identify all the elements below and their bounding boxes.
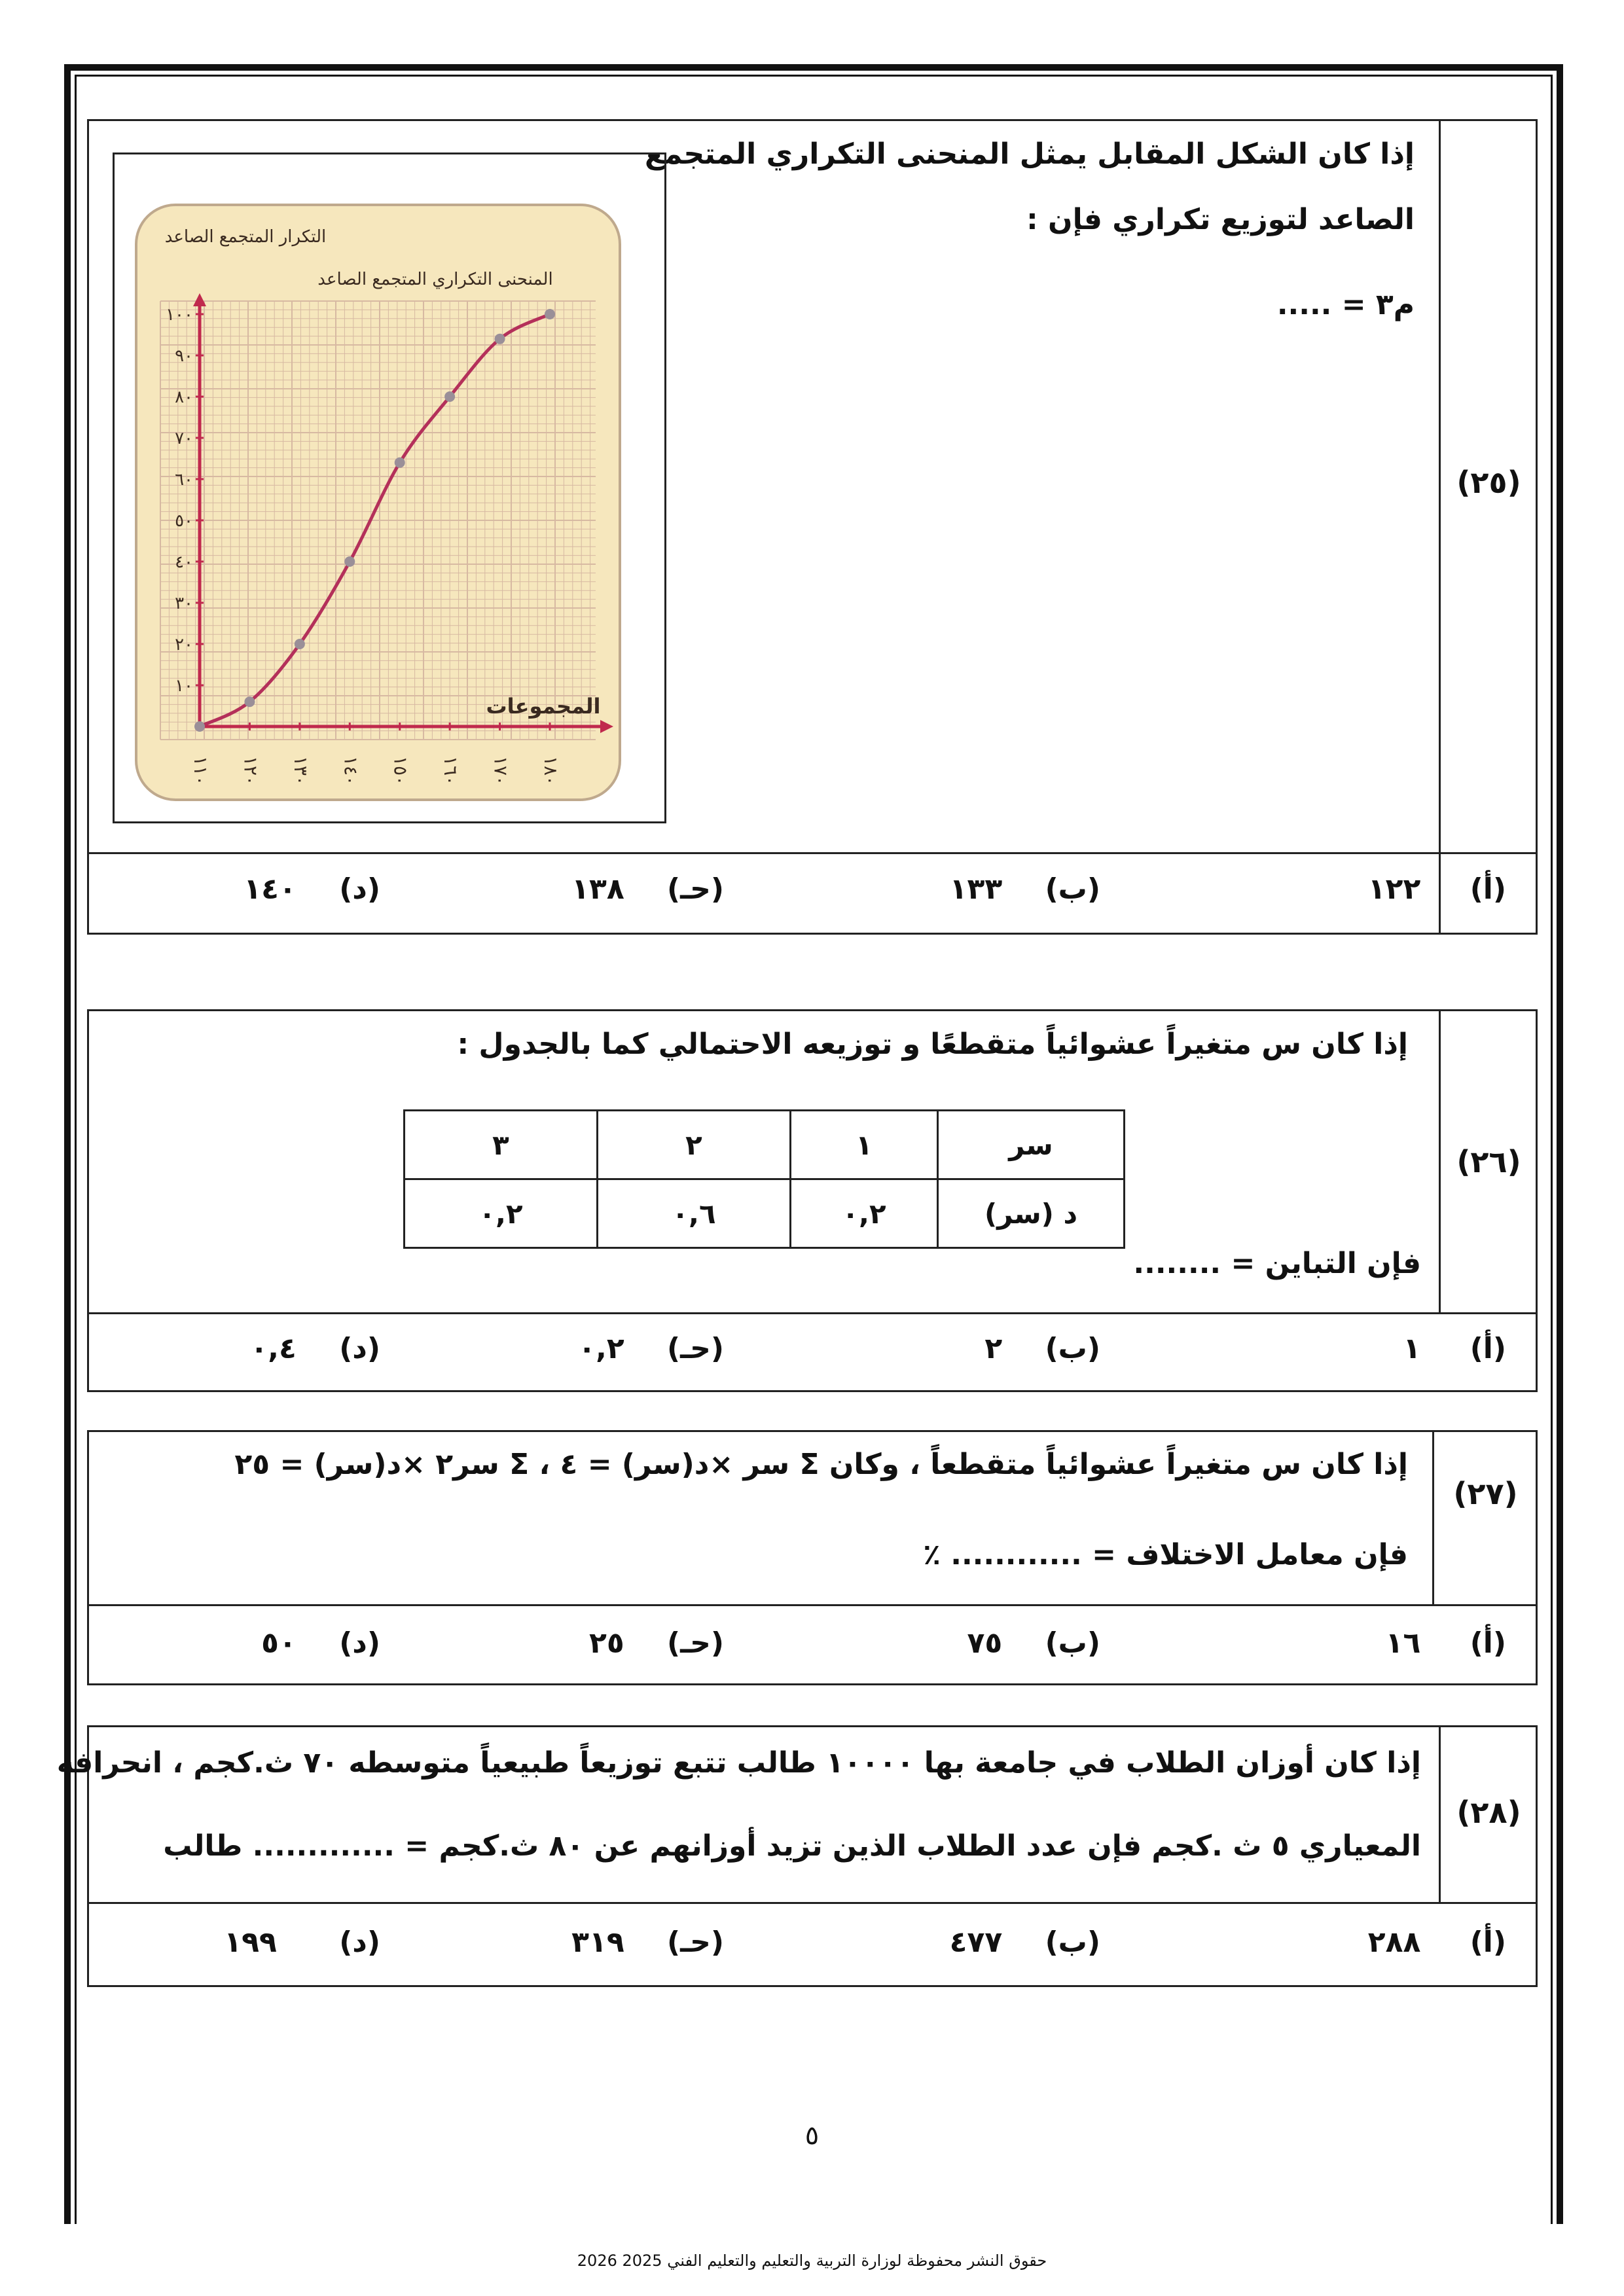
question-25-option-d[interactable] bbox=[244, 872, 380, 906]
x-tick-label: ١٨٠ bbox=[540, 756, 562, 786]
chart-curve-label: المنحنى التكراري المتجمع الصاعد bbox=[317, 270, 553, 289]
option-label: (حـ) bbox=[667, 872, 724, 906]
y-tick-label: ٩٠ bbox=[175, 346, 193, 366]
y-tick-label: ٨٠ bbox=[175, 387, 193, 407]
question-25-options-divider bbox=[87, 852, 1538, 854]
question-27-option-d[interactable] bbox=[261, 1626, 380, 1660]
question-27-option-c[interactable] bbox=[589, 1626, 724, 1660]
option-label: (أ) bbox=[1470, 1926, 1506, 1959]
question-26-option-c[interactable] bbox=[578, 1332, 724, 1365]
table-cell: ٠,٢ bbox=[405, 1179, 598, 1248]
table-cell: ١ bbox=[791, 1111, 938, 1179]
question-27-line-2: فإن معامل الاختلاف = ............ ٪ bbox=[923, 1538, 1408, 1571]
option-label: (حـ) bbox=[667, 1626, 724, 1660]
table-row bbox=[405, 1179, 1125, 1248]
question-25-line-3: م٣ = ..... bbox=[1276, 288, 1415, 321]
x-tick-label: ١٤٠ bbox=[340, 756, 362, 786]
x-tick-label: ١٦٠ bbox=[440, 756, 462, 786]
data-point bbox=[194, 721, 205, 732]
y-tick-label: ٥٠ bbox=[175, 511, 193, 531]
table-cell: ٣ bbox=[405, 1111, 598, 1179]
option-label: (ب) bbox=[1045, 872, 1100, 906]
table-cell: ٠,٢ bbox=[791, 1179, 938, 1248]
question-27-option-a[interactable] bbox=[1386, 1626, 1506, 1660]
option-value: ١٣٣ bbox=[949, 872, 1003, 906]
question-25-line-2: الصاعد لتوزيع تكراري فإن : bbox=[1026, 203, 1415, 236]
question-27-option-b[interactable] bbox=[967, 1626, 1100, 1660]
option-value: ٣١٩ bbox=[571, 1926, 624, 1959]
chart-y-axis-label: التكرار المتجمع الصاعد bbox=[164, 227, 327, 247]
data-point bbox=[545, 309, 555, 319]
option-label: (ب) bbox=[1045, 1926, 1100, 1959]
question-28-line-2: المعياري ٥ ث .كجم فإن عدد الطلاب الذين تزيد أوزانهم عن ٨٠ ث.كجم = ............. طالب bbox=[163, 1829, 1421, 1863]
option-value: ١٩٩ bbox=[224, 1926, 277, 1959]
y-tick-label: ٢٠ bbox=[175, 635, 193, 655]
page-number: ٥ bbox=[804, 2121, 820, 2151]
question-25-line-1: إذا كان الشكل المقابل يمثل المنحنى التكراري المتجمع bbox=[644, 137, 1415, 171]
option-value: ١٢٢ bbox=[1367, 872, 1421, 906]
copyright-notice: حقوق النشر محفوظة لوزارة التربية والتعليم والتعليم الفني 2025 2026 bbox=[577, 2251, 1047, 2270]
x-tick-label: ١٧٠ bbox=[490, 756, 512, 786]
option-label: (حـ) bbox=[667, 1332, 724, 1365]
data-point bbox=[344, 556, 355, 567]
table-cell: ٢ bbox=[598, 1111, 791, 1179]
option-label: (د) bbox=[339, 1926, 380, 1959]
chart-x-axis-label: المجموعات bbox=[486, 694, 601, 719]
table-cell: د (سر) bbox=[938, 1179, 1125, 1248]
option-value: ٢٨٨ bbox=[1367, 1926, 1421, 1959]
y-tick-label: ١٠٠ bbox=[166, 305, 193, 325]
question-28-option-d[interactable] bbox=[224, 1926, 380, 1959]
question-26-line-1: إذا كان س متغيراً عشوائياً متقطعًا و توزيعه الاحتمالي كما بالجدول : bbox=[457, 1028, 1408, 1061]
question-28-option-c[interactable] bbox=[571, 1926, 724, 1959]
x-tick-label: ١٣٠ bbox=[289, 756, 312, 786]
question-26-option-b[interactable] bbox=[984, 1332, 1100, 1365]
question-28-option-b[interactable] bbox=[950, 1926, 1100, 1959]
question-25-number: (٢٥) bbox=[1456, 465, 1521, 500]
question-28-line-1: إذا كان أوزان الطلاب في جامعة بها ١٠٠٠٠ طالب تتبع توزيعاً طبيعياً متوسطه ٧٠ ث.كجم ، انحرافه bbox=[56, 1746, 1421, 1780]
y-tick-label: ١٠ bbox=[175, 676, 193, 696]
probability-distribution-table bbox=[403, 1109, 1125, 1249]
option-label: (د) bbox=[339, 1332, 380, 1365]
question-27-number: (٢٧) bbox=[1453, 1476, 1518, 1511]
question-27-line-1: إذا كان س متغيراً عشوائياً متقطعاً ، وكان Σ سر ×د(سر) = ٤ ، Σ سر٢ ×د(سر) = ٢٥ bbox=[234, 1448, 1408, 1481]
x-tick-label: ١٢٠ bbox=[240, 756, 262, 786]
question-26-number: (٢٦) bbox=[1456, 1144, 1521, 1179]
data-point bbox=[444, 391, 455, 402]
option-label: (أ) bbox=[1470, 1626, 1506, 1660]
question-26-line-2: فإن التباين = ........ bbox=[1133, 1247, 1421, 1280]
option-value: ٢ bbox=[984, 1332, 1003, 1365]
x-tick-label: ١١٠ bbox=[190, 756, 211, 786]
question-28-options-divider bbox=[87, 1902, 1538, 1904]
data-point bbox=[395, 457, 405, 468]
option-value: ٠,٢ bbox=[578, 1332, 624, 1365]
option-label: (حـ) bbox=[667, 1926, 724, 1959]
question-25-option-b[interactable] bbox=[950, 872, 1100, 906]
option-value: ٧٥ bbox=[967, 1626, 1003, 1660]
option-label: (ب) bbox=[1045, 1332, 1100, 1365]
question-25-option-c[interactable] bbox=[571, 872, 724, 906]
option-label: (د) bbox=[339, 872, 380, 906]
option-value: ٥٠ bbox=[261, 1626, 297, 1660]
option-label: (ب) bbox=[1045, 1626, 1100, 1660]
option-value: ٠,٤ bbox=[250, 1332, 297, 1365]
option-value: ١ bbox=[1403, 1332, 1421, 1365]
y-tick-label: ٣٠ bbox=[175, 594, 193, 613]
option-value: ١٦ bbox=[1385, 1626, 1421, 1660]
option-value: ١٤٠ bbox=[244, 872, 297, 906]
question-27-options-divider bbox=[87, 1604, 1538, 1606]
y-tick-label: ٧٠ bbox=[175, 429, 193, 448]
y-tick-label: ٤٠ bbox=[175, 552, 193, 572]
question-28-option-a[interactable] bbox=[1368, 1926, 1506, 1959]
table-row bbox=[405, 1111, 1125, 1179]
option-value: ٢٥ bbox=[588, 1626, 624, 1660]
option-label: (أ) bbox=[1470, 872, 1506, 906]
y-tick-label: ٦٠ bbox=[175, 470, 193, 490]
question-26-option-d[interactable] bbox=[250, 1332, 380, 1365]
data-point bbox=[244, 696, 255, 707]
option-value: ٤٧٧ bbox=[949, 1926, 1003, 1959]
question-28-number: (٢٨) bbox=[1456, 1795, 1521, 1830]
data-point bbox=[495, 334, 505, 344]
option-value: ١٣٨ bbox=[571, 872, 624, 906]
cumulative-frequency-chart bbox=[134, 203, 622, 802]
option-label: (د) bbox=[339, 1626, 380, 1660]
question-26-options-divider bbox=[87, 1312, 1538, 1314]
x-tick-label: ١٥٠ bbox=[389, 756, 412, 786]
option-label: (أ) bbox=[1470, 1332, 1506, 1365]
table-cell: ٠,٦ bbox=[598, 1179, 791, 1248]
question-25-option-a[interactable] bbox=[1368, 872, 1506, 906]
data-point bbox=[295, 639, 305, 649]
question-27-number-divider bbox=[1432, 1430, 1434, 1604]
table-cell: سر bbox=[938, 1111, 1125, 1179]
question-26-option-a[interactable] bbox=[1403, 1332, 1507, 1365]
question-25-number-divider bbox=[1439, 119, 1441, 935]
